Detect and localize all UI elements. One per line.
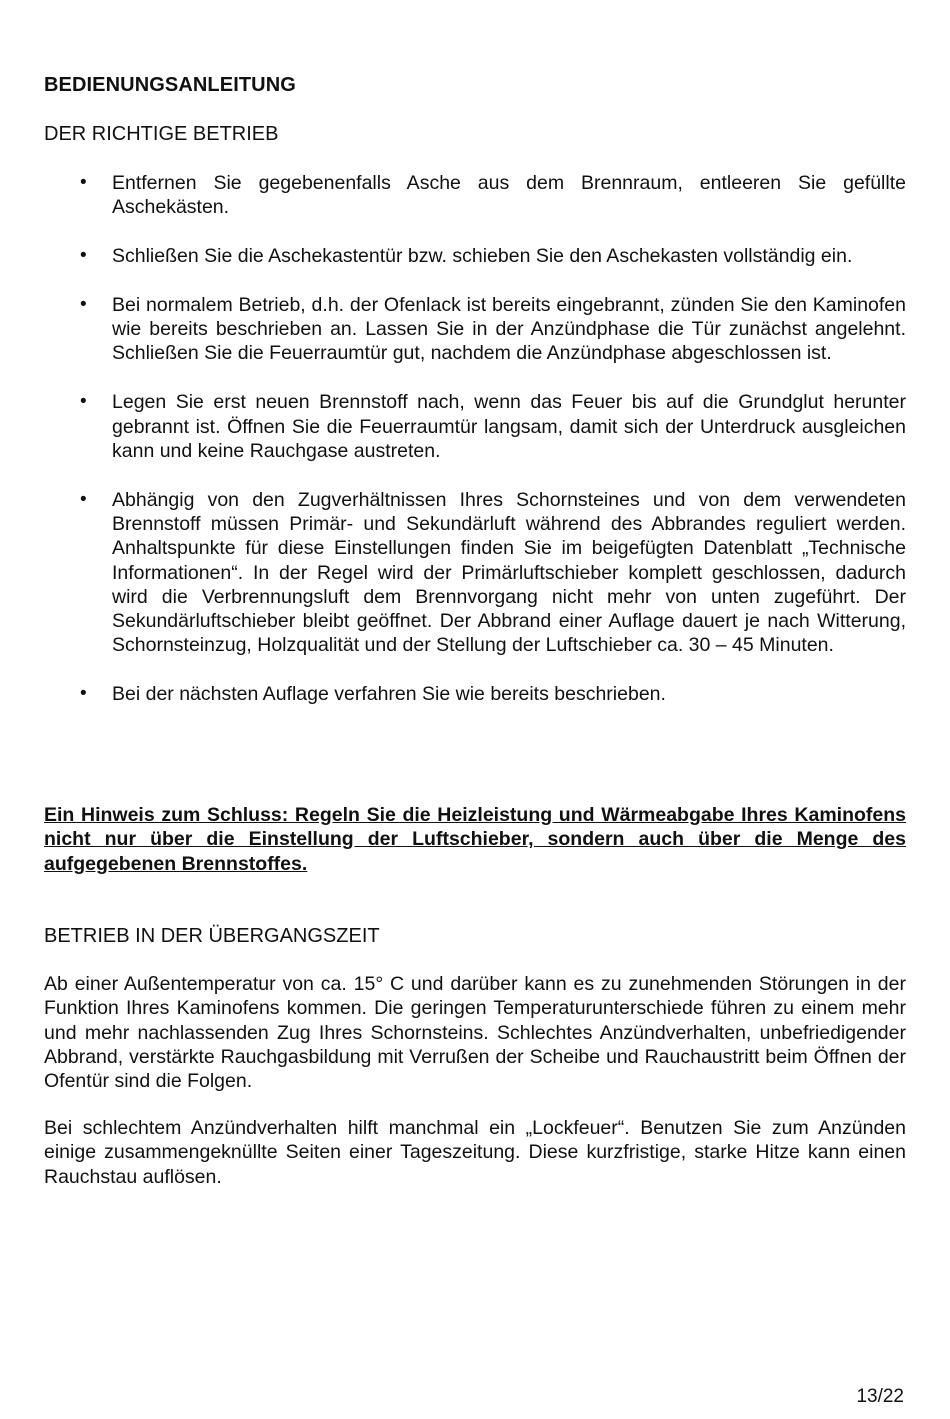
- bullet-icon: •: [80, 293, 87, 315]
- page-number: 13/22: [856, 1386, 904, 1407]
- list-item-text: Bei normalem Betrieb, d.h. der Ofenlack ist bereits eingebrannt, zünden Sie den Kaminofen wie bereits beschrieben an. Lassen Sie in der Anzündphase die Tür zunächst angelehnt. Schließen Sie die Feuerraumtür gut, nachdem die Anzündphase abgeschlossen ist.: [112, 293, 906, 365]
- section-heading-operation: DER RICHTIGE BETRIEB: [44, 123, 279, 145]
- list-item: [44, 171, 906, 220]
- section-heading-transition-period: BETRIEB IN DER ÜBERGANGSZEIT: [44, 925, 380, 947]
- list-item-text: Entfernen Sie gegebenenfalls Asche aus dem Brennraum, entleeren Sie gefüllte Aschekästen.: [112, 172, 906, 219]
- operation-bullet-list: [44, 171, 906, 731]
- list-item-text: Legen Sie erst neuen Brennstoff nach, wenn das Feuer bis auf die Grundglut herunter gebrannt ist. Öffnen Sie die Feuerraumtür langsam, damit sich der Unterdruck ausgleichen kann und keine Rauchgase austreten.: [112, 391, 906, 462]
- lockfeuer-paragraph: Bei schlechtem Anzündverhalten hilft manchmal ein „Lockfeuer“. Benutzen Sie zum Anzünden einige zusammengeknüllte Seiten einer Tageszeitung. Diese kurzfristige, starke Hitze kann einen Rauchstau auflösen.: [44, 1117, 906, 1188]
- list-item: [44, 682, 906, 706]
- list-item: [44, 390, 906, 463]
- transition-paragraph: Ab einer Außentemperatur von ca. 15° C und darüber kann es zu zunehmenden Störungen in der Funktion Ihres Kaminofens kommen. Die geringen Temperaturunterschiede führen zu einem mehr und mehr nachlassenden Zug Ihres Schornsteins. Schlechtes Anzündverhalten, unbefriedigender Abbrand, verstärkte Rauchgasbildung mit Verrußen der Scheibe und Rauchaustritt beim Öffnen der Ofentür sind die Folgen.: [44, 973, 906, 1093]
- list-item: [44, 293, 906, 366]
- bullet-icon: •: [80, 683, 87, 705]
- bullet-icon: •: [80, 391, 87, 413]
- list-item-text: Abhängig von den Zugverhältnissen Ihres Schornsteines und von dem verwendeten Brennstoff müssen Primär- und Sekundärluft während des Abbrandes reguliert werden. Anhaltspunkte für diese Einstellungen finden Sie im beigefügten Datenblatt „Technische Informationen“. In der Regel wird der Primärluftschieber komplett geschlossen, dadurch wird die Verbrennungsluft dem Brennvorgang nicht mehr von unten zugeführt. Der Sekundärluftschieber bleibt geöffnet. Der Abbrand einer Auflage dauert je nach Witterung, Schornsteinzug, Holzqualität und der Stellung der Luftschieber ca. 30 – 45 Minuten.: [112, 488, 906, 657]
- bullet-icon: •: [80, 488, 87, 510]
- list-item-text: Bei der nächsten Auflage verfahren Sie wie bereits beschrieben.: [112, 683, 666, 706]
- bullet-icon: •: [80, 245, 87, 267]
- list-item: [44, 244, 906, 268]
- list-item: [44, 488, 906, 658]
- list-item-text: Schließen Sie die Aschekastentür bzw. schieben Sie den Aschekasten vollständig ein.: [112, 245, 853, 268]
- document-title: BEDIENUNGSANLEITUNG: [44, 74, 296, 96]
- closing-note: Ein Hinweis zum Schluss: Regeln Sie die Heizleistung und Wärmeabgabe Ihres Kaminofens nicht nur über die Einstellung der Luftschieber, sondern auch über die Menge des aufgegebenen Brennstoffes.: [44, 804, 906, 875]
- document-page: [44, 0, 906, 1419]
- bullet-icon: •: [80, 172, 87, 193]
